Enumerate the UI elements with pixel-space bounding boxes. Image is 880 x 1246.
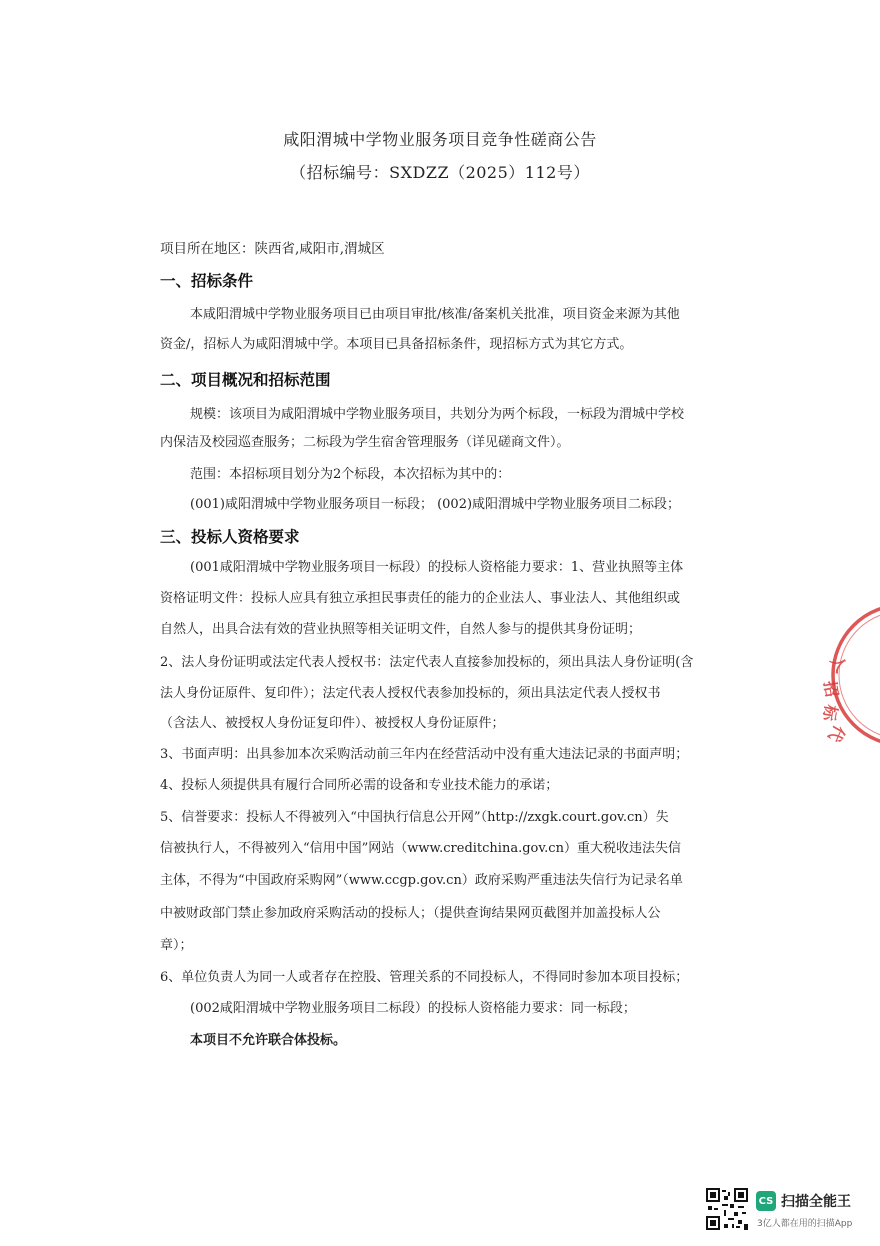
red-seal-stamp: [808, 600, 880, 750]
tender-number: （招标编号：SXDZZ（2025）112号）: [290, 163, 590, 182]
section-3-text: 中被财政部门禁止参加政府采购活动的投标人；（提供查询结果网页截图并加盖投标人公: [160, 906, 661, 921]
section-3-text: (001咸阳渭城中学物业服务项目一标段）的投标人资格能力要求：1、营业执照等主体: [190, 560, 684, 575]
section-3-text: 5、信誉要求：投标人不得被列入“中国执行信息公开网”（http://zxgk.court.gov.cn）失: [160, 810, 669, 825]
section-3-text: 6、单位负责人为同一人或者存在控股、管理关系的不同投标人，不得同时参加本项目投标；: [160, 970, 689, 985]
section-2-text: 内保洁及校园巡查服务；二标段为学生宿舍管理服务（详见磋商文件）。: [160, 435, 570, 450]
section-3-text: (002咸阳渭城中学物业服务项目二标段）的投标人资格能力要求：同一标段；: [190, 1001, 636, 1016]
section-3-text: 主体，不得为“中国政府采购网”（www.ccgp.gov.cn）政府采购严重违法失信行为记录名单: [160, 873, 683, 888]
section-3-text: 4、投标人须提供具有履行合同所必需的设备和专业技术能力的承诺；: [160, 778, 559, 793]
section-3-text: 2、法人身份证明或法定代表人授权书：法定代表人直接参加投标的，须出具法人身份证明(含: [160, 655, 694, 670]
section-1-text: 资金/，招标人为咸阳渭城中学。本项目已具备招标条件，现招标方式为其它方式。: [160, 337, 633, 352]
section-3-text: 资格证明文件：投标人应具有独立承担民事责任的能力的企业法人、事业法人、其他组织或: [160, 591, 681, 606]
section-2-text: 规模：该项目为咸阳渭城中学物业服务项目，共划分为两个标段，一标段为渭城中学校: [190, 407, 685, 422]
section-3-text: 章）；: [160, 938, 193, 953]
section-1-text: 本咸阳渭城中学物业服务项目已由项目审批/核准/备案机关批准，项目资金来源为其他: [190, 307, 680, 322]
svg-text:招: 招: [820, 679, 842, 699]
svg-text:代: 代: [824, 722, 849, 746]
qr-code-icon: [706, 1188, 748, 1230]
svg-text:人: 人: [826, 652, 851, 676]
section-1-heading: 一、招标条件: [160, 272, 254, 290]
section-2-text: 范围：本招标项目划分为2个标段，本次招标为其中的：: [190, 467, 511, 482]
document-title: 咸阳渭城中学物业服务项目竞争性磋商公告: [283, 130, 597, 149]
section-3-text: 本项目不允许联合体投标。: [190, 1033, 347, 1048]
section-3-text: 自然人，出具合法有效的营业执照等相关证明文件，自然人参与的提供其身份证明；: [160, 622, 642, 637]
section-3-heading: 三、投标人资格要求: [160, 528, 300, 546]
section-3-text: 信被执行人，不得被列入“信用中国”网站（www.creditchina.gov.cn）重大税收违法失信: [160, 841, 681, 856]
svg-text:标: 标: [819, 703, 841, 723]
section-2-heading: 二、项目概况和招标范围: [160, 371, 331, 389]
section-3-text: 3、书面声明：出具参加本次采购活动前三年内在经营活动中没有重大违法记录的书面声明；: [160, 747, 689, 762]
camscanner-logo-icon: CS: [756, 1191, 776, 1211]
app-tagline: 3亿人都在用的扫描App: [757, 1219, 853, 1229]
project-location: 项目所在地区：陕西省,咸阳市,渭城区: [160, 241, 385, 257]
section-2-text: (001)咸阳渭城中学物业服务项目一标段； (002)咸阳渭城中学物业服务项目二标段；: [190, 497, 681, 512]
section-3-text: （含法人、被授权人身份证复印件）、被授权人身份证原件；: [160, 716, 505, 731]
app-brand-name: 扫描全能王: [781, 1194, 851, 1210]
section-3-text: 法人身份证原件、复印件）；法定代表人授权代表参加投标的，须出具法定代表人授权书: [160, 686, 661, 701]
